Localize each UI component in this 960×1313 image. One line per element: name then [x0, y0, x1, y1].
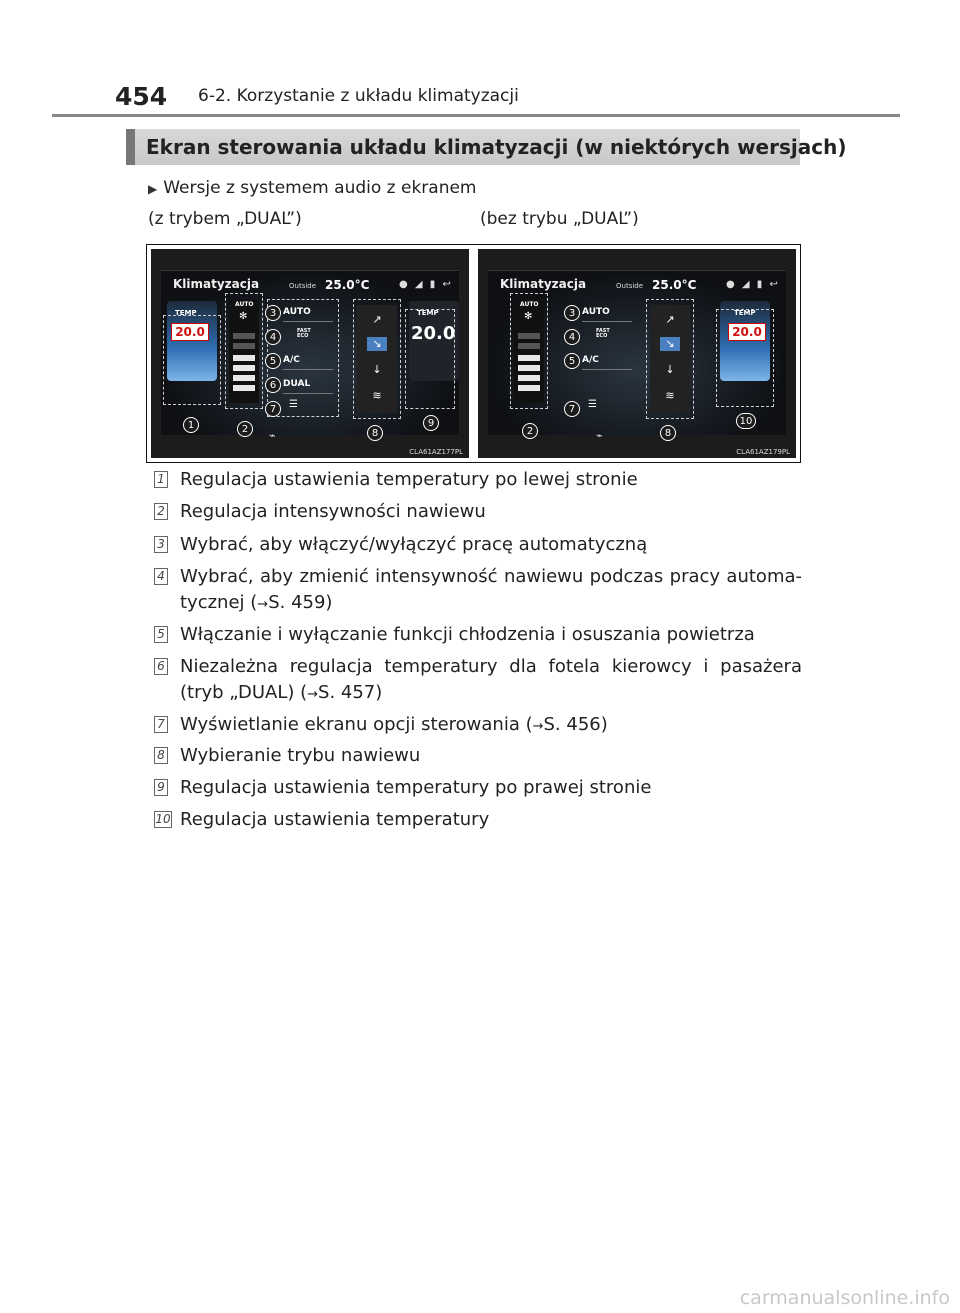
- rear-defog-icon[interactable]: ⌁: [596, 429, 603, 442]
- watermark: carmanualsonline.info: [739, 1287, 950, 1309]
- fan-auto-label: AUTO: [235, 301, 254, 308]
- callout-2: 2: [522, 423, 538, 439]
- temp-value: 20.0: [171, 323, 209, 341]
- list-item-10: [154, 807, 802, 833]
- auto-button[interactable]: AUTO: [283, 305, 333, 319]
- callout-8: 8: [367, 425, 383, 441]
- callout-4: 4: [564, 329, 580, 345]
- fast-eco-button[interactable]: FAST ECO: [297, 328, 311, 339]
- callout-box-2: [225, 293, 263, 409]
- item-text: Niezależna regulacja temperatury dla fotela kierowcy i pasażera (tryb „DUAL) (→S. 457): [180, 656, 802, 703]
- callout-10: 10: [736, 413, 756, 429]
- item-text: Regulacja ustawienia temperatury: [180, 809, 490, 830]
- airflow-feet-icon: ↓: [372, 363, 382, 376]
- list-item-3: [154, 532, 802, 558]
- callout-4: 4: [265, 329, 281, 345]
- figure-box: [146, 244, 801, 463]
- triangle-marker-icon: ▶: [148, 182, 158, 196]
- airflow-defrost-icon: ≋: [665, 389, 675, 402]
- rear-defog-icon[interactable]: ⌁: [269, 429, 276, 442]
- item-text: Wyświetlanie ekranu opcji sterowania (→S. 456): [180, 714, 608, 735]
- airflow-face-icon: ↗: [372, 313, 382, 326]
- item-number: 1: [154, 471, 168, 488]
- temp-tag: TEMP: [175, 309, 197, 317]
- item-number: 9: [154, 779, 168, 796]
- outside-temp: 25.0°C: [652, 278, 697, 292]
- page-number: 454: [115, 82, 168, 111]
- callout-3: 3: [564, 305, 580, 321]
- fan-icon: ✻: [524, 311, 533, 322]
- variant-text: Wersje z systemem audio z ekranem: [163, 178, 477, 198]
- auto-button[interactable]: AUTO: [582, 305, 632, 319]
- item-text: Wybrać, aby zmienić intensywność nawiewu podczas pracy automa-tycznej (→S. 459): [180, 566, 802, 613]
- item-text: Regulacja ustawienia temperatury po lewej stronie: [180, 469, 638, 490]
- temp-tag: TEMP: [417, 309, 439, 317]
- callout-box-10: [716, 309, 774, 407]
- callout-box-2: [510, 293, 548, 409]
- fan-auto-label: AUTO: [520, 301, 539, 308]
- item-number: 7: [154, 716, 168, 733]
- status-icons: ● ◢ ▮ ↩: [399, 279, 453, 290]
- section-title: Ekran sterowania układu klimatyzacji (w niektórych wersjach): [146, 135, 847, 159]
- list-item-1: [154, 467, 802, 493]
- callout-7: 7: [564, 401, 580, 417]
- header-rule: [52, 114, 900, 117]
- section-title-bar: [126, 129, 847, 165]
- status-icons: ● ◢ ▮ ↩: [726, 279, 780, 290]
- options-list-icon[interactable]: ☰: [289, 399, 298, 410]
- airflow-feet-icon: ↓: [665, 363, 675, 376]
- dual-button[interactable]: DUAL: [283, 377, 333, 391]
- list-item-9: [154, 775, 802, 801]
- callout-6: 6: [265, 377, 281, 393]
- callout-8: 8: [660, 425, 676, 441]
- item-number: 6: [154, 658, 168, 675]
- item-text: Wybrać, aby włączyć/wyłączyć pracę automatyczną: [180, 534, 648, 555]
- list-item-8: [154, 743, 802, 769]
- airflow-defrost-icon: ≋: [372, 389, 382, 402]
- ac-button[interactable]: A/C: [283, 353, 333, 367]
- callout-7: 7: [265, 401, 281, 417]
- screen-dual: [151, 249, 469, 458]
- item-text: Regulacja intensywności nawiewu: [180, 501, 486, 522]
- caption-left: (z trybem „DUAL”): [148, 209, 302, 229]
- callout-3: 3: [265, 305, 281, 321]
- item-text: Włączanie i wyłączanie funkcji chłodzenia i osuszania powietrza: [180, 624, 755, 645]
- airflow-face-feet-icon: ↘: [367, 337, 387, 351]
- outside-label: Outside: [289, 282, 317, 290]
- outside-label: Outside: [616, 282, 644, 290]
- arrow-icon: →: [307, 687, 319, 702]
- item-number: 10: [155, 812, 171, 826]
- list-item-4: [154, 564, 802, 618]
- temp-value: 20.0: [411, 323, 456, 344]
- temp-tag: TEMP: [734, 309, 756, 317]
- running-head: 6-2. Korzystanie z układu klimatyzacji: [198, 86, 519, 106]
- callout-box-8: [646, 299, 694, 419]
- item-number: 5: [154, 626, 168, 643]
- item-number: 3: [154, 536, 168, 553]
- airflow-face-feet-icon: ↘: [660, 337, 680, 351]
- arrow-icon: →: [257, 597, 269, 612]
- callout-5: 5: [564, 353, 580, 369]
- callout-box-9: [405, 309, 455, 409]
- callout-box-1: [163, 315, 221, 405]
- options-list-icon[interactable]: ☰: [588, 399, 597, 410]
- fast-eco-button[interactable]: FAST ECO: [596, 328, 610, 339]
- callout-box-8: [353, 299, 401, 419]
- temp-value: 20.0: [728, 323, 766, 341]
- figure-code: CLA61AZ179PL: [736, 448, 790, 456]
- list-item-7: [154, 712, 802, 740]
- callout-5: 5: [265, 353, 281, 369]
- variant-label: [148, 178, 477, 198]
- item-number: 8: [154, 747, 168, 764]
- list-item-5: [154, 622, 802, 648]
- item-number: 4: [154, 568, 168, 585]
- list-item-6: [154, 654, 802, 708]
- airflow-face-icon: ↗: [665, 313, 675, 326]
- arrow-icon: →: [532, 719, 544, 734]
- item-text: Wybieranie trybu nawiewu: [180, 745, 421, 766]
- ac-button[interactable]: A/C: [582, 353, 632, 367]
- item-text: Regulacja ustawienia temperatury po prawej stronie: [180, 777, 652, 798]
- fan-icon: ✻: [239, 311, 248, 322]
- list-item-2: [154, 499, 802, 525]
- figure-code: CLA61AZ177PL: [409, 448, 463, 456]
- outside-temp: 25.0°C: [325, 278, 370, 292]
- item-number: 2: [154, 503, 168, 520]
- screen-title: Klimatyzacja: [173, 277, 260, 291]
- callout-1: 1: [183, 417, 199, 433]
- callout-2: 2: [237, 421, 253, 437]
- screen-title: Klimatyzacja: [500, 277, 587, 291]
- callout-9: 9: [423, 415, 439, 431]
- screen-single: [478, 249, 796, 458]
- caption-right: (bez trybu „DUAL”): [480, 209, 639, 229]
